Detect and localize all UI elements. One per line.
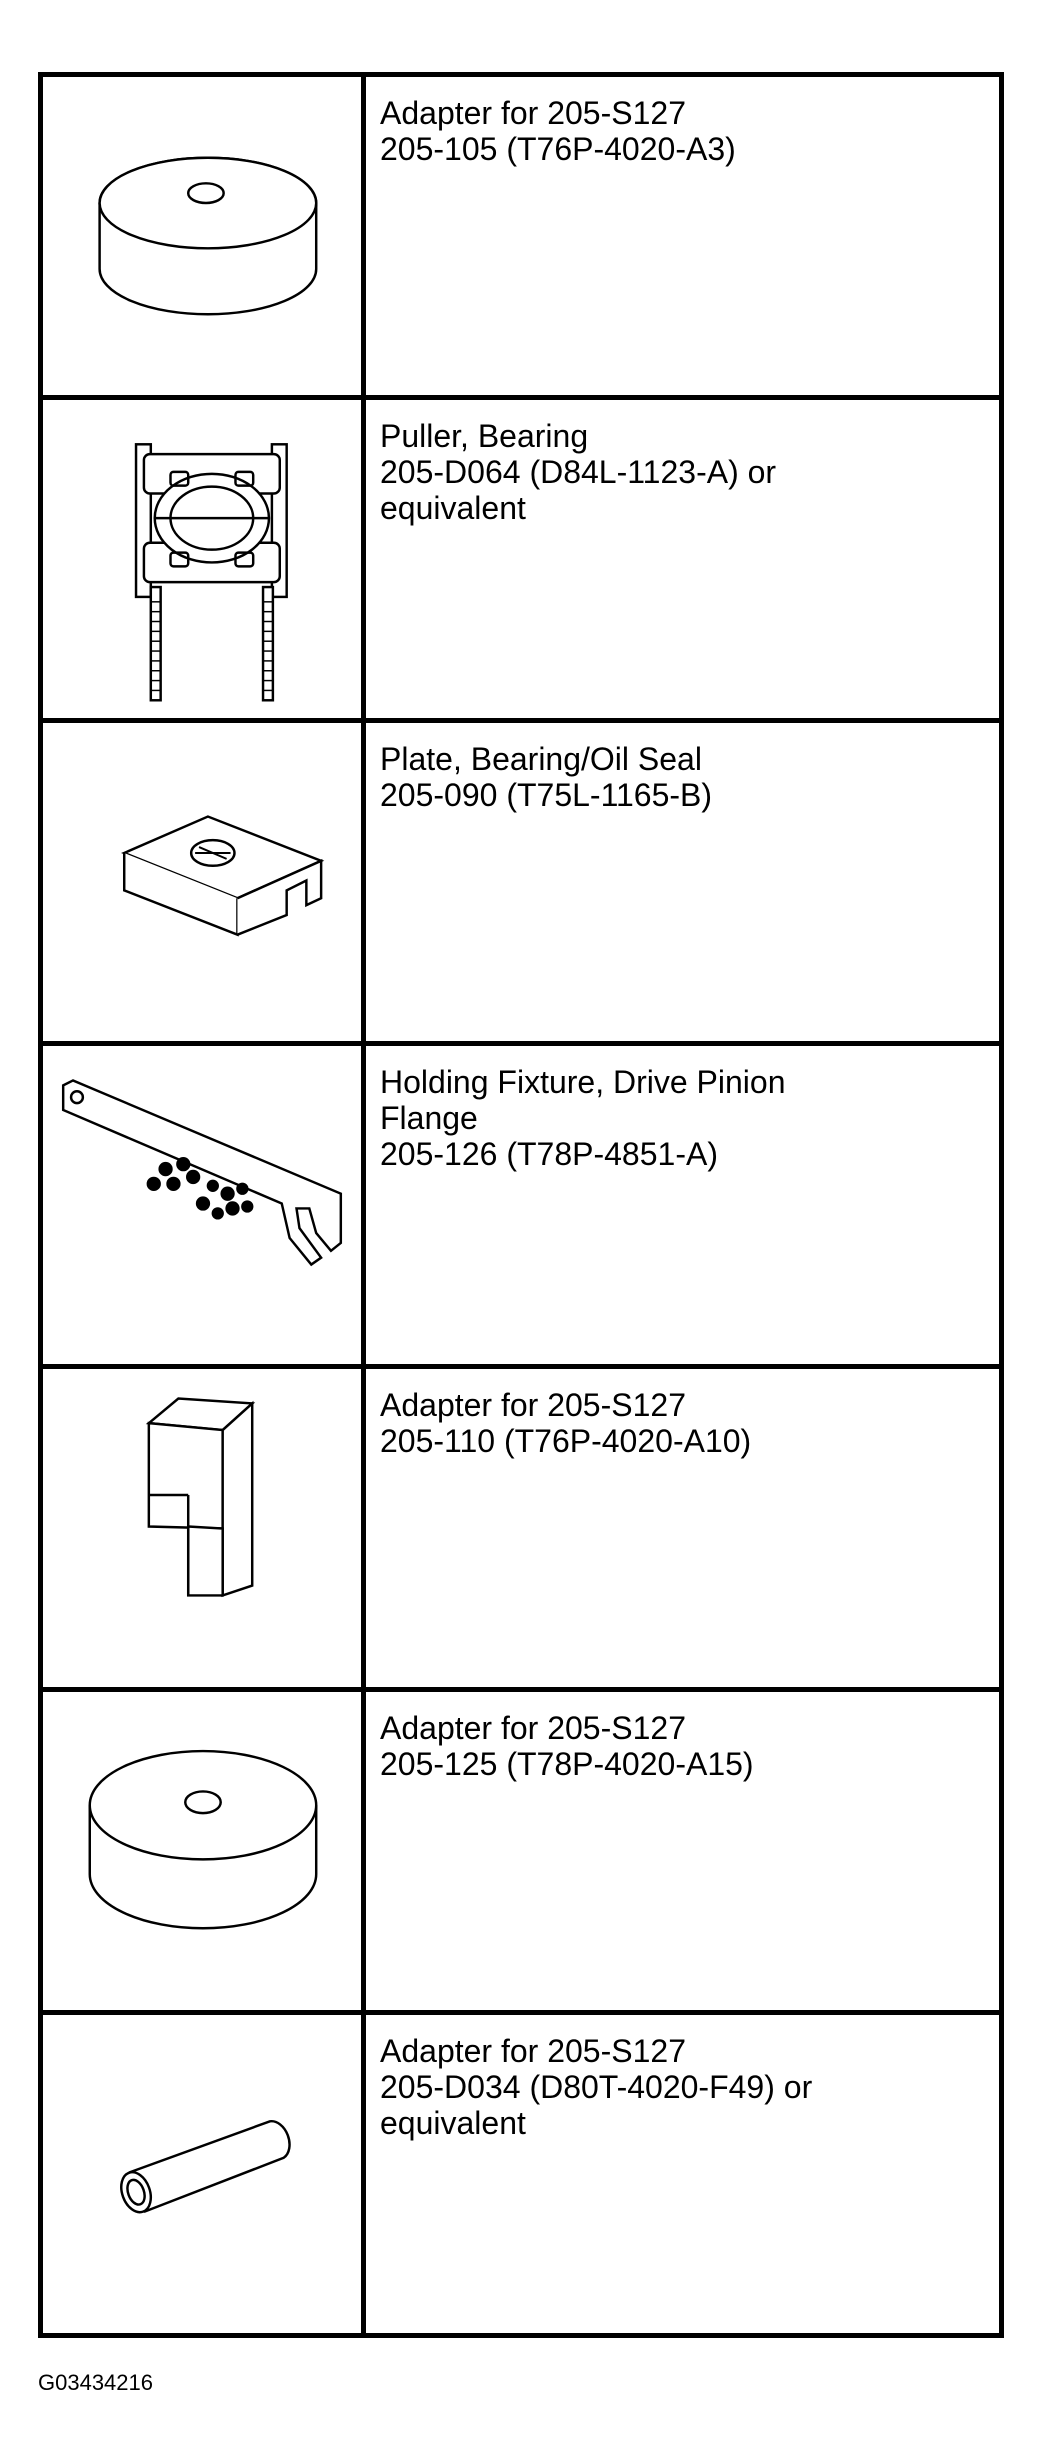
tool-part-number: 205-110 (T76P-4020-A10) — [380, 1423, 752, 1459]
tool-image-cell — [41, 1690, 364, 2013]
holding-fixture-icon — [43, 1046, 361, 1364]
tool-image-cell — [41, 398, 364, 721]
tool-name: Adapter for 205-S127 — [380, 1387, 686, 1423]
tool-image-cell — [41, 1044, 364, 1367]
tool-name: Plate, Bearing/Oil Seal — [380, 741, 702, 777]
tool-part-number: 205-D064 (D84L-1123-A) or — [380, 454, 777, 490]
tool-description — [380, 1387, 999, 1459]
bearing-plate-icon — [43, 723, 361, 1041]
tool-description-cell — [364, 721, 1002, 1044]
tool-image-cell — [41, 1367, 364, 1690]
tool-description — [380, 2033, 999, 2141]
tool-note: equivalent — [380, 490, 526, 526]
tool-description — [380, 418, 999, 526]
tool-description — [380, 1710, 999, 1782]
tool-description — [380, 741, 999, 813]
tool-row — [41, 1367, 1002, 1690]
tool-name: Puller, Bearing — [380, 418, 589, 454]
tool-name: Adapter for 205-S127 — [380, 2033, 686, 2069]
tool-part-number: 205-125 (T78P-4020-A15) — [380, 1746, 754, 1782]
tool-row — [41, 1044, 1002, 1367]
tool-name: Adapter for 205-S127 — [380, 1710, 686, 1746]
tool-description-cell — [364, 75, 1002, 398]
tool-name: Adapter for 205-S127 — [380, 95, 686, 131]
tool-row — [41, 75, 1002, 398]
tool-description-cell — [364, 1044, 1002, 1367]
tool-row — [41, 1690, 1002, 2013]
tool-row — [41, 398, 1002, 721]
tool-name-continued: Flange — [380, 1100, 478, 1136]
tool-part-number: 205-D034 (D80T-4020-F49) or — [380, 2069, 813, 2105]
adapter-tube-icon — [43, 2015, 361, 2333]
tool-image-cell — [41, 721, 364, 1044]
tool-part-number: 205-126 (T78P-4851-A) — [380, 1136, 718, 1172]
tool-description-cell — [364, 1367, 1002, 1690]
tool-description-cell — [364, 1690, 1002, 2013]
tool-image-cell — [41, 75, 364, 398]
tool-description — [380, 95, 999, 167]
tool-part-number: 205-090 (T75L-1165-B) — [380, 777, 713, 813]
tool-name: Holding Fixture, Drive Pinion — [380, 1064, 786, 1100]
tool-row — [41, 721, 1002, 1044]
tool-description-cell — [364, 398, 1002, 721]
figure-id: G03434216 — [38, 2370, 153, 2395]
adapter-disc-icon — [43, 77, 361, 395]
adapter-block-icon — [43, 1369, 361, 1687]
tool-description-cell — [364, 2013, 1002, 2336]
tool-image-cell — [41, 2013, 364, 2336]
adapter-disc-icon — [43, 1692, 361, 2010]
tool-part-number: 205-105 (T76P-4020-A3) — [380, 131, 736, 167]
tool-description — [380, 1064, 999, 1172]
tool-row — [41, 2013, 1002, 2336]
bearing-puller-icon — [43, 400, 361, 718]
tool-note: equivalent — [380, 2105, 526, 2141]
special-tools-table — [38, 72, 1004, 2338]
